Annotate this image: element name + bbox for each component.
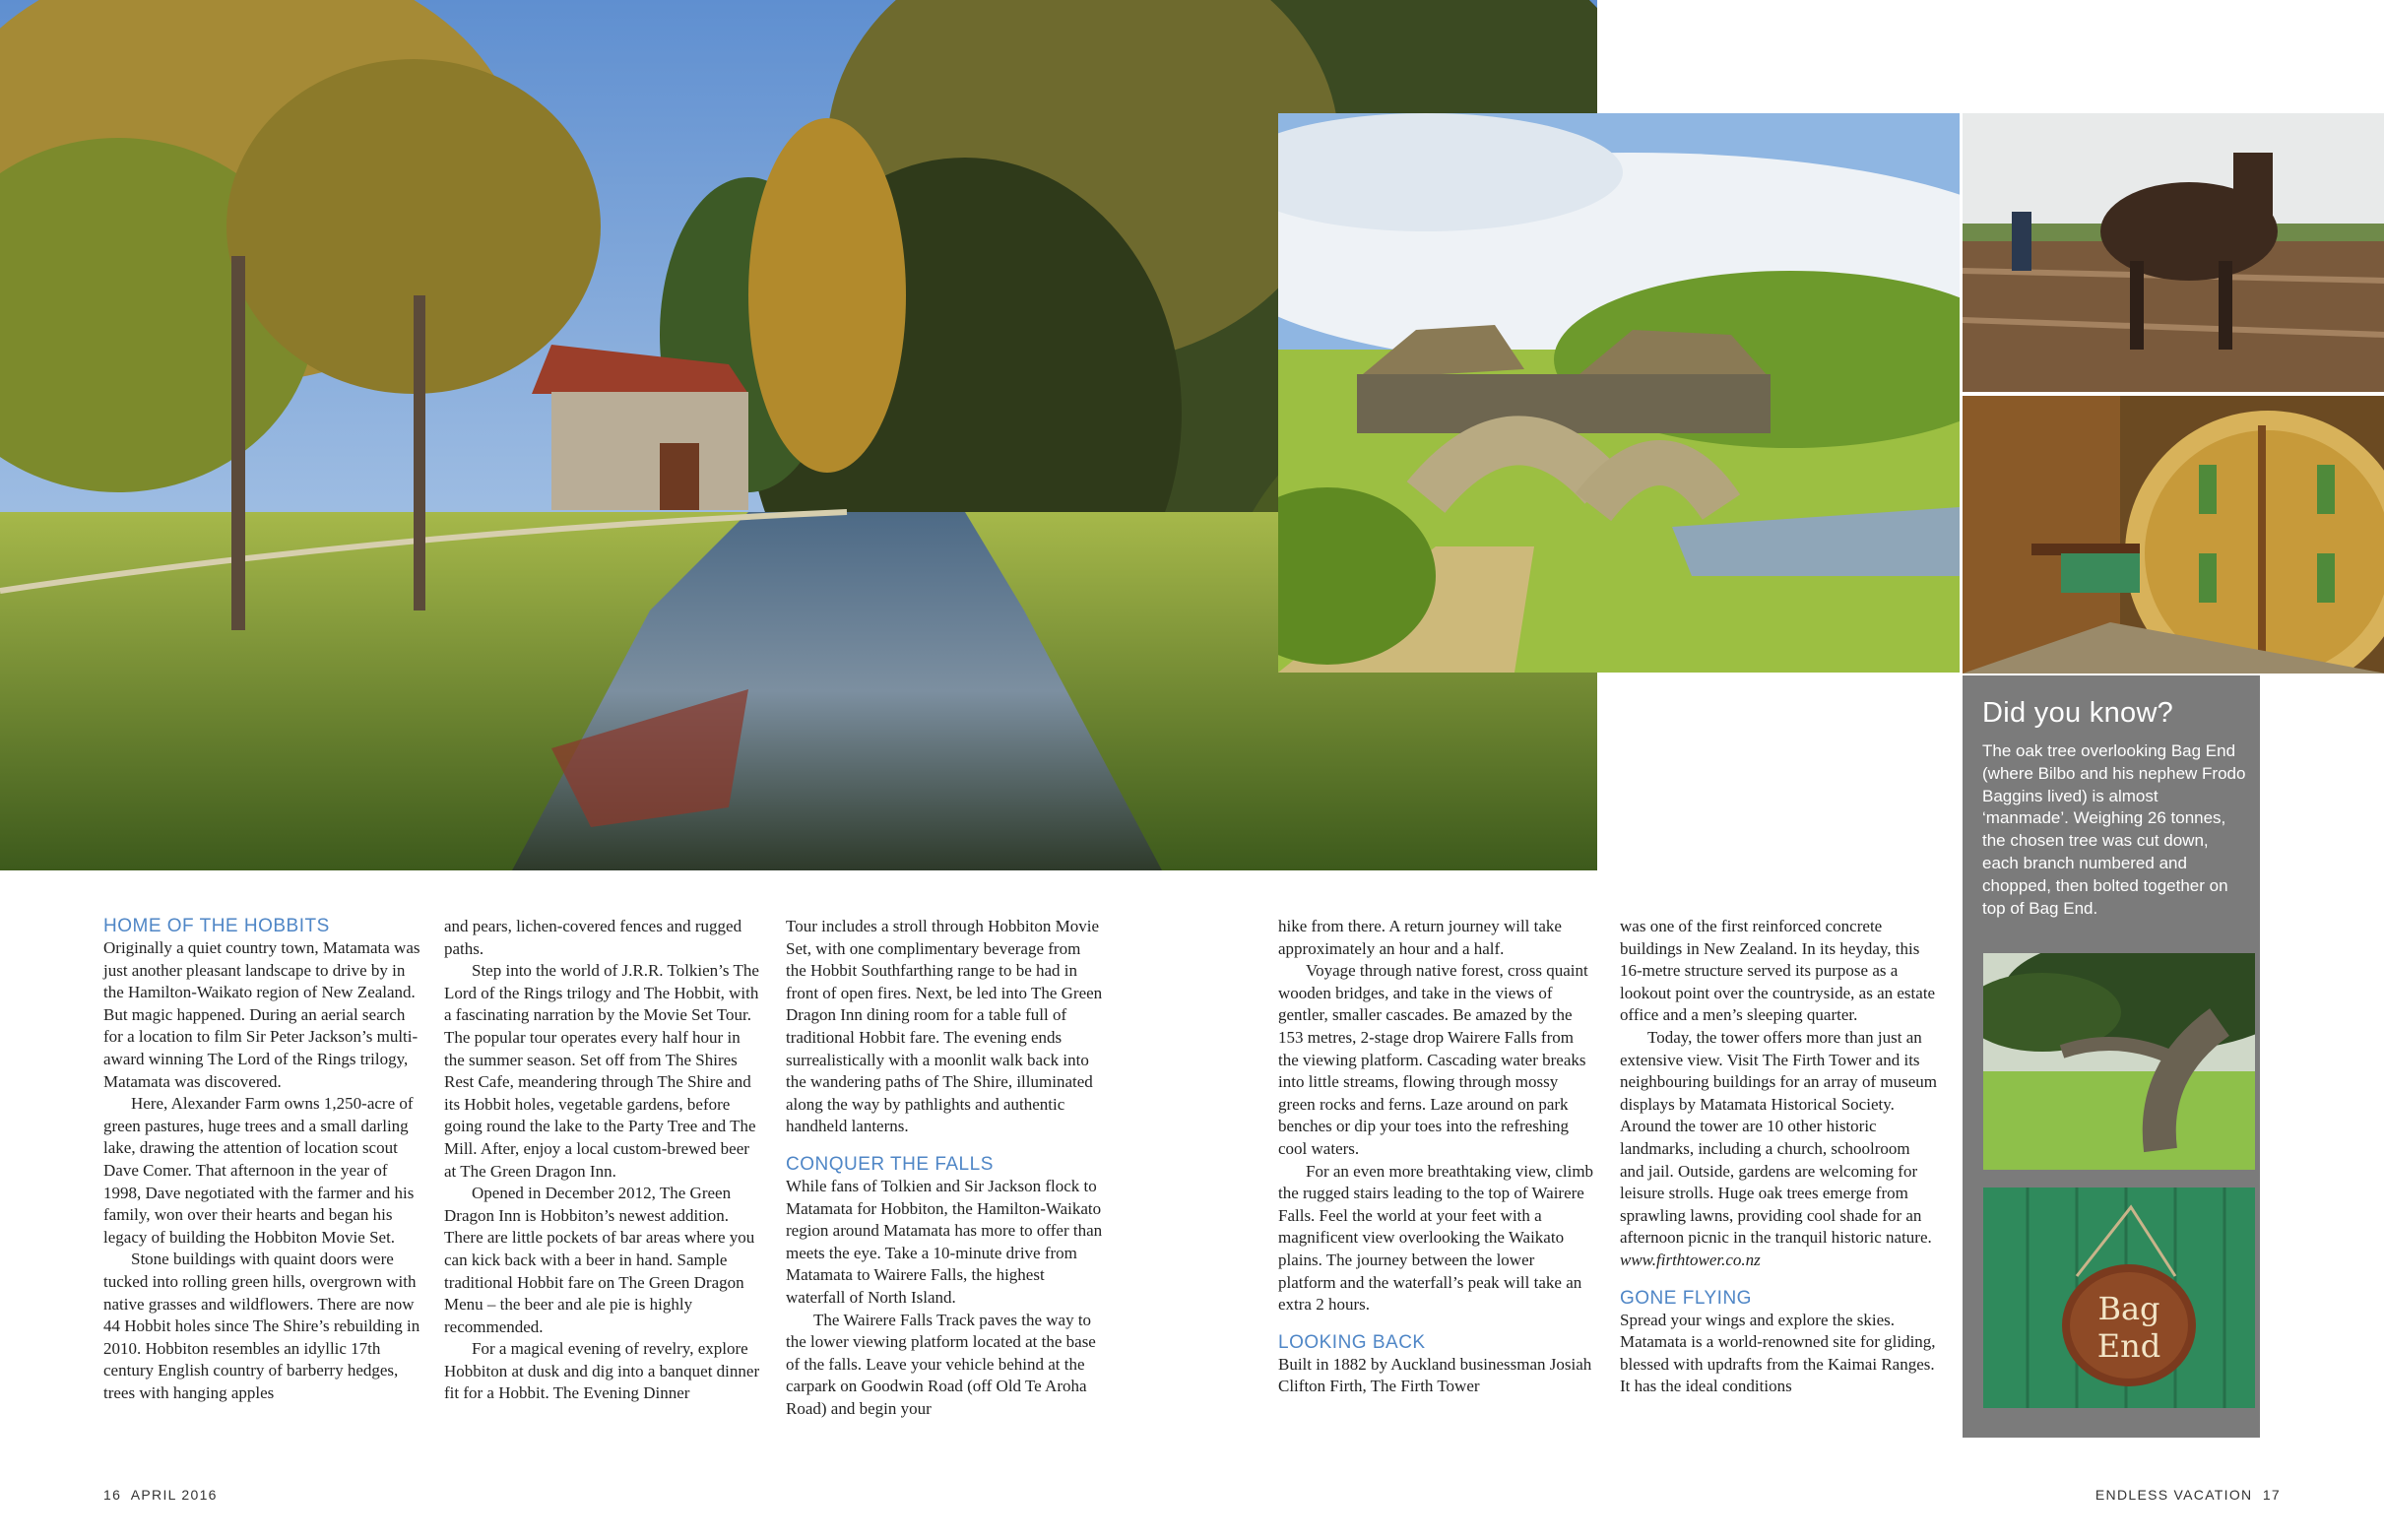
article-column-5	[1620, 916, 1937, 1398]
paragraph: For a magical evening of revelry, explore Hobbiton at dusk and dig into a banquet dinner fit for a Hobbit. The Evening Dinner	[444, 1339, 760, 1403]
paragraph: Tour includes a stroll through Hobbiton Movie Set, with one complimentary beverage from the Hobbit Southfarthing range to be had in front of open fires. Next, be led into The Green Dragon Inn dining room for a table full of traditional Hobbit fare. The evening ends surrealistically with a moonlit walk back into the wandering paths of The Shire, illuminated along the way by pathlights and authentic handheld lanterns.	[786, 917, 1103, 1136]
folio-right: ENDLESS VACATION 17	[2094, 1487, 2281, 1503]
paragraph	[1620, 1027, 1937, 1272]
paragraph: While fans of Tolkien and Sir Jackson flock to Matamata for Hobbiton, the Hamilton-Waikato region around Matamata has more to offer than meets the eye. Take a 10-minute drive from Matamata to Wairere Falls, the highest waterfall of North Island.	[786, 1176, 1103, 1307]
firth-tower-link[interactable]: www.firthtower.co.nz	[1620, 1250, 1761, 1269]
paragraph: Stone buildings with quaint doors were tucked into rolling green hills, overgrown with native grasses and wildflowers. There are now 44 Hobbit holes since The Shire’s rebuilding in 2010. Hobbiton resembles an idyllic 17th century English country of barberry hedges, trees with hanging apples	[103, 1250, 420, 1402]
paragraph: Originally a quiet country town, Matamata was just another pleasant landscape to drive by in the Hamilton-Waikato region of New Zealand. But magic happened. During an aerial search for a location to film Sir Peter Jackson’s multi-award winning The Lord of the Rings trilogy, Matamata was discovered.	[103, 938, 420, 1091]
paragraph: Spread your wings and explore the skies. Matamata is a world-renowned site for gliding, blessed with updrafts from the Kaimai Ranges. It has the ideal conditions	[1620, 1310, 1936, 1396]
hobbiton-photo	[1278, 113, 1960, 673]
paragraph: The Wairere Falls Track paves the way to the lower viewing platform located at the base of the falls. Leave your vehicle behind at the carpark on Goodwin Road (off Old Te Aroha Road) and begin your	[786, 1310, 1096, 1418]
article-column-4	[1278, 916, 1595, 1398]
paragraph: For an even more breathtaking view, climb the rugged stairs leading to the top of Wairere Falls. Feel the world at your feet with a magnificent view overlooking the Waikato plains. The journey between the lower platform and the waterfall’s peak will take an extra 2 hours.	[1278, 1161, 1594, 1315]
door-photo	[1963, 396, 2384, 674]
paragraph: hike from there. A return journey will take approximately an hour and a half.	[1278, 917, 1562, 958]
bag-end-sign-photo	[1983, 1187, 2255, 1408]
paragraph: Opened in December 2012, The Green Dragon Inn is Hobbiton’s newest addition. There are little pockets of bar areas where you can kick back with a beer in hand. Sample traditional Hobbit fare on The Green Dragon Menu – the beer and ale pie is highly recommended.	[444, 1184, 755, 1336]
paragraph: and pears, lichen-covered fences and rugged paths.	[444, 917, 742, 958]
paragraph: Voyage through native forest, cross quaint wooden bridges, and take in the views of gentler, smaller cascades. Be amazed by the 153 metres, 2-stage drop Wairere Falls from the viewing platform. Cascading water breaks into little streams, flowing through mossy green rocks and ferns. Laze around on park benches or dip your toes into the refreshing cool waters.	[1278, 961, 1588, 1158]
paragraph: Built in 1882 by Auckland businessman Josiah Clifton Firth, The Firth Tower	[1278, 1354, 1592, 1396]
horse-photo	[1963, 113, 2384, 392]
heading-gone-flying: GONE FLYING	[1620, 1287, 1752, 1309]
heading-conquer-the-falls: CONQUER THE FALLS	[786, 1153, 994, 1175]
folio-left: 16 APRIL 2016	[103, 1487, 218, 1503]
paragraph-text: Today, the tower offers more than just an extensive view. Visit The Firth Tower and its neighbouring buildings for an array of museum displays by Matamata Historical Society. Around the tower are 10 other historic landmarks, including a church, schoolroom and jail. Outside, gardens are welcoming for leisure strolls. Huge oak trees emerge from sprawling lawns, providing cool shade for an afternoon picnic in the tranquil historic nature.	[1620, 1027, 1937, 1248]
heading-looking-back: LOOKING BACK	[1278, 1331, 1426, 1353]
sign-text-line2: End	[2096, 1327, 2161, 1365]
paragraph: was one of the first reinforced concrete buildings in New Zealand. In its heyday, this 16-metre structure served its purpose as a lookout point over the countryside, as an estate office and a men’s sleeping quarter.	[1620, 917, 1936, 1025]
party-tree-photo	[1983, 953, 2255, 1170]
heading-home-of-the-hobbits: HOME OF THE HOBBITS	[103, 916, 330, 936]
paragraph: Here, Alexander Farm owns 1,250-acre of green pastures, huge trees and a small darling lake, drawing the attention of location scout Dave Comer. That afternoon in the year of 1998, Dave negotiated with the farmer and his family, won over their hearts and began his legacy of building the Hobbiton Movie Set.	[103, 1094, 415, 1247]
paragraph: Step into the world of J.R.R. Tolkien’s The Lord of the Rings trilogy and The Hobbit, with a fascinating narration by the Movie Set Tour. The popular tour operates every half hour in the summer season. Set off from The Shires Rest Cafe, meandering through The Shire and its Hobbit holes, vegetable gardens, before going round the lake to the Party Tree and The Mill. After, enjoy a local custom-brewed beer at The Green Dragon Inn.	[444, 961, 759, 1181]
sidebar-title: Did you know?	[1982, 697, 2174, 729]
article-column-1	[103, 916, 420, 1404]
article-column-2	[444, 916, 761, 1405]
article-column-3	[786, 916, 1103, 1420]
sign-text-line1: Bag	[2097, 1290, 2160, 1327]
sidebar-text: The oak tree overlooking Bag End (where Bilbo and his nephew Frodo Baggins lived) is almost ‘manmade’. Weighing 26 tonnes, the chosen tree was cut down, each branch numbered and chopped, then bolted together on top of Bag End.	[1982, 741, 2246, 918]
